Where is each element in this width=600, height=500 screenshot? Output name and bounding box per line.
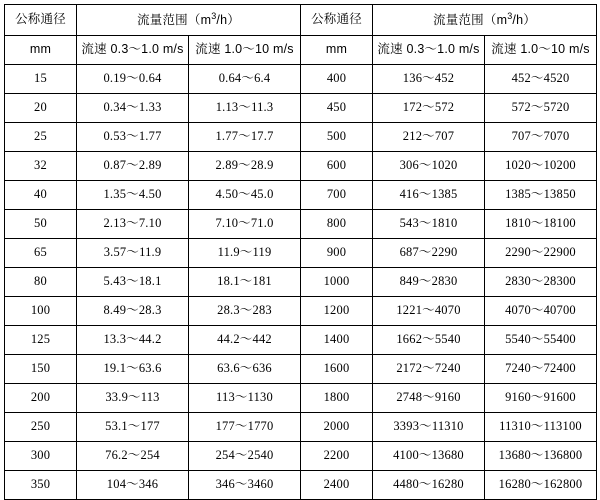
cell-flow-high-right: 2290～22900 [485, 239, 597, 268]
cell-flow-high-left: 0.64～6.4 [189, 65, 301, 94]
table-row [5, 355, 597, 384]
cell-dn-left: 20 [5, 94, 77, 123]
cell-dn-right: 2200 [301, 442, 373, 471]
cell-dn-left: 15 [5, 65, 77, 94]
cell-flow-low-right: 4480～16280 [373, 471, 485, 500]
cell-flow-high-right: 1810～18100 [485, 210, 597, 239]
cell-flow-low-right: 4100～13680 [373, 442, 485, 471]
header-flow-range-right-sup: 3 [507, 11, 513, 22]
cell-flow-low-left: 0.87～2.89 [77, 152, 189, 181]
cell-flow-low-left: 3.57～11.9 [77, 239, 189, 268]
header-nominal-diameter-right: 公称通径 [301, 5, 373, 36]
cell-dn-left: 80 [5, 268, 77, 297]
cell-flow-low-left: 1.35～4.50 [77, 181, 189, 210]
cell-flow-low-right: 2172～7240 [373, 355, 485, 384]
cell-flow-low-left: 76.2～254 [77, 442, 189, 471]
header-row-units [5, 36, 597, 65]
header-velocity-low-right: 流速 0.3～1.0 m/s [373, 36, 485, 65]
table-row [5, 297, 597, 326]
cell-dn-left: 150 [5, 355, 77, 384]
cell-flow-high-left: 113～1130 [189, 384, 301, 413]
cell-dn-right: 2000 [301, 413, 373, 442]
cell-flow-low-left: 2.13～7.10 [77, 210, 189, 239]
header-flow-range-right [373, 5, 597, 36]
header-nominal-diameter-left: 公称通径 [5, 5, 77, 36]
cell-flow-high-right: 707～7070 [485, 123, 597, 152]
cell-dn-right: 1800 [301, 384, 373, 413]
cell-flow-high-left: 7.10～71.0 [189, 210, 301, 239]
cell-flow-high-left: 1.77～17.7 [189, 123, 301, 152]
cell-flow-high-right: 5540～55400 [485, 326, 597, 355]
cell-dn-left: 350 [5, 471, 77, 500]
cell-dn-right: 700 [301, 181, 373, 210]
table-body [5, 65, 597, 500]
cell-flow-low-right: 687～2290 [373, 239, 485, 268]
cell-flow-low-right: 543～1810 [373, 210, 485, 239]
header-flow-range-right-prefix: 流量范围（m [433, 13, 508, 28]
cell-flow-low-right: 849～2830 [373, 268, 485, 297]
table-row [5, 384, 597, 413]
cell-flow-high-left: 254～2540 [189, 442, 301, 471]
cell-flow-low-left: 0.34～1.33 [77, 94, 189, 123]
cell-flow-high-right: 452～4520 [485, 65, 597, 94]
cell-flow-low-left: 5.43～18.1 [77, 268, 189, 297]
cell-flow-low-left: 53.1～177 [77, 413, 189, 442]
table-row [5, 413, 597, 442]
header-flow-range-left-suffix: /h） [216, 13, 240, 28]
cell-dn-right: 1000 [301, 268, 373, 297]
cell-dn-right: 450 [301, 94, 373, 123]
table-row [5, 239, 597, 268]
cell-flow-low-left: 33.9～113 [77, 384, 189, 413]
cell-dn-left: 50 [5, 210, 77, 239]
cell-flow-low-left: 0.19～0.64 [77, 65, 189, 94]
cell-flow-high-right: 1020～10200 [485, 152, 597, 181]
cell-dn-right: 400 [301, 65, 373, 94]
cell-dn-left: 100 [5, 297, 77, 326]
cell-dn-right: 1400 [301, 326, 373, 355]
cell-flow-high-right: 13680～136800 [485, 442, 597, 471]
cell-flow-high-right: 11310～113100 [485, 413, 597, 442]
header-unit-mm-right: mm [301, 36, 373, 65]
table-row [5, 152, 597, 181]
cell-dn-left: 40 [5, 181, 77, 210]
table-row [5, 326, 597, 355]
cell-flow-low-left: 0.53～1.77 [77, 123, 189, 152]
cell-dn-left: 125 [5, 326, 77, 355]
cell-dn-right: 600 [301, 152, 373, 181]
cell-flow-low-right: 212～707 [373, 123, 485, 152]
cell-dn-right: 1200 [301, 297, 373, 326]
cell-flow-low-right: 2748～9160 [373, 384, 485, 413]
flow-range-table [4, 4, 597, 500]
cell-flow-high-right: 9160～91600 [485, 384, 597, 413]
cell-flow-high-left: 1.13～11.3 [189, 94, 301, 123]
table-row [5, 123, 597, 152]
header-flow-range-left-prefix: 流量范围（m [137, 13, 212, 28]
table-row [5, 94, 597, 123]
cell-dn-left: 250 [5, 413, 77, 442]
cell-flow-high-right: 572～5720 [485, 94, 597, 123]
cell-flow-low-left: 8.49～28.3 [77, 297, 189, 326]
cell-flow-high-right: 16280～162800 [485, 471, 597, 500]
cell-dn-right: 1600 [301, 355, 373, 384]
cell-flow-high-left: 63.6～636 [189, 355, 301, 384]
table-row [5, 442, 597, 471]
cell-flow-low-left: 19.1～63.6 [77, 355, 189, 384]
cell-dn-right: 500 [301, 123, 373, 152]
header-row-main [5, 5, 597, 36]
cell-dn-right: 800 [301, 210, 373, 239]
header-velocity-high-right: 流速 1.0～10 m/s [485, 36, 597, 65]
cell-flow-high-left: 44.2～442 [189, 326, 301, 355]
cell-dn-right: 2400 [301, 471, 373, 500]
table-header [5, 5, 597, 65]
cell-flow-low-right: 172～572 [373, 94, 485, 123]
cell-dn-left: 32 [5, 152, 77, 181]
header-flow-range-left-sup: 3 [211, 11, 217, 22]
table-row [5, 210, 597, 239]
header-unit-mm-left: mm [5, 36, 77, 65]
cell-flow-high-left: 4.50～45.0 [189, 181, 301, 210]
cell-flow-high-right: 7240～72400 [485, 355, 597, 384]
cell-flow-high-left: 18.1～181 [189, 268, 301, 297]
table-row [5, 471, 597, 500]
cell-flow-high-right: 2830～28300 [485, 268, 597, 297]
cell-flow-low-left: 104～346 [77, 471, 189, 500]
cell-flow-high-left: 346～3460 [189, 471, 301, 500]
header-velocity-low-left: 流速 0.3～1.0 m/s [77, 36, 189, 65]
cell-dn-left: 65 [5, 239, 77, 268]
cell-flow-low-right: 3393～11310 [373, 413, 485, 442]
cell-dn-left: 200 [5, 384, 77, 413]
cell-flow-high-left: 28.3～283 [189, 297, 301, 326]
cell-flow-low-right: 136～452 [373, 65, 485, 94]
table-row [5, 65, 597, 94]
cell-flow-high-right: 4070～40700 [485, 297, 597, 326]
cell-flow-low-right: 306～1020 [373, 152, 485, 181]
cell-flow-low-right: 1221～4070 [373, 297, 485, 326]
cell-flow-high-left: 2.89～28.9 [189, 152, 301, 181]
cell-dn-right: 900 [301, 239, 373, 268]
cell-flow-high-left: 11.9～119 [189, 239, 301, 268]
header-velocity-high-left: 流速 1.0～10 m/s [189, 36, 301, 65]
cell-dn-left: 25 [5, 123, 77, 152]
cell-dn-left: 300 [5, 442, 77, 471]
cell-flow-high-left: 177～1770 [189, 413, 301, 442]
table-row [5, 268, 597, 297]
header-flow-range-left [77, 5, 301, 36]
cell-flow-low-right: 416～1385 [373, 181, 485, 210]
cell-flow-high-right: 1385～13850 [485, 181, 597, 210]
header-flow-range-right-suffix: /h） [512, 13, 536, 28]
cell-flow-low-left: 13.3～44.2 [77, 326, 189, 355]
table-row [5, 181, 597, 210]
cell-flow-low-right: 1662～5540 [373, 326, 485, 355]
